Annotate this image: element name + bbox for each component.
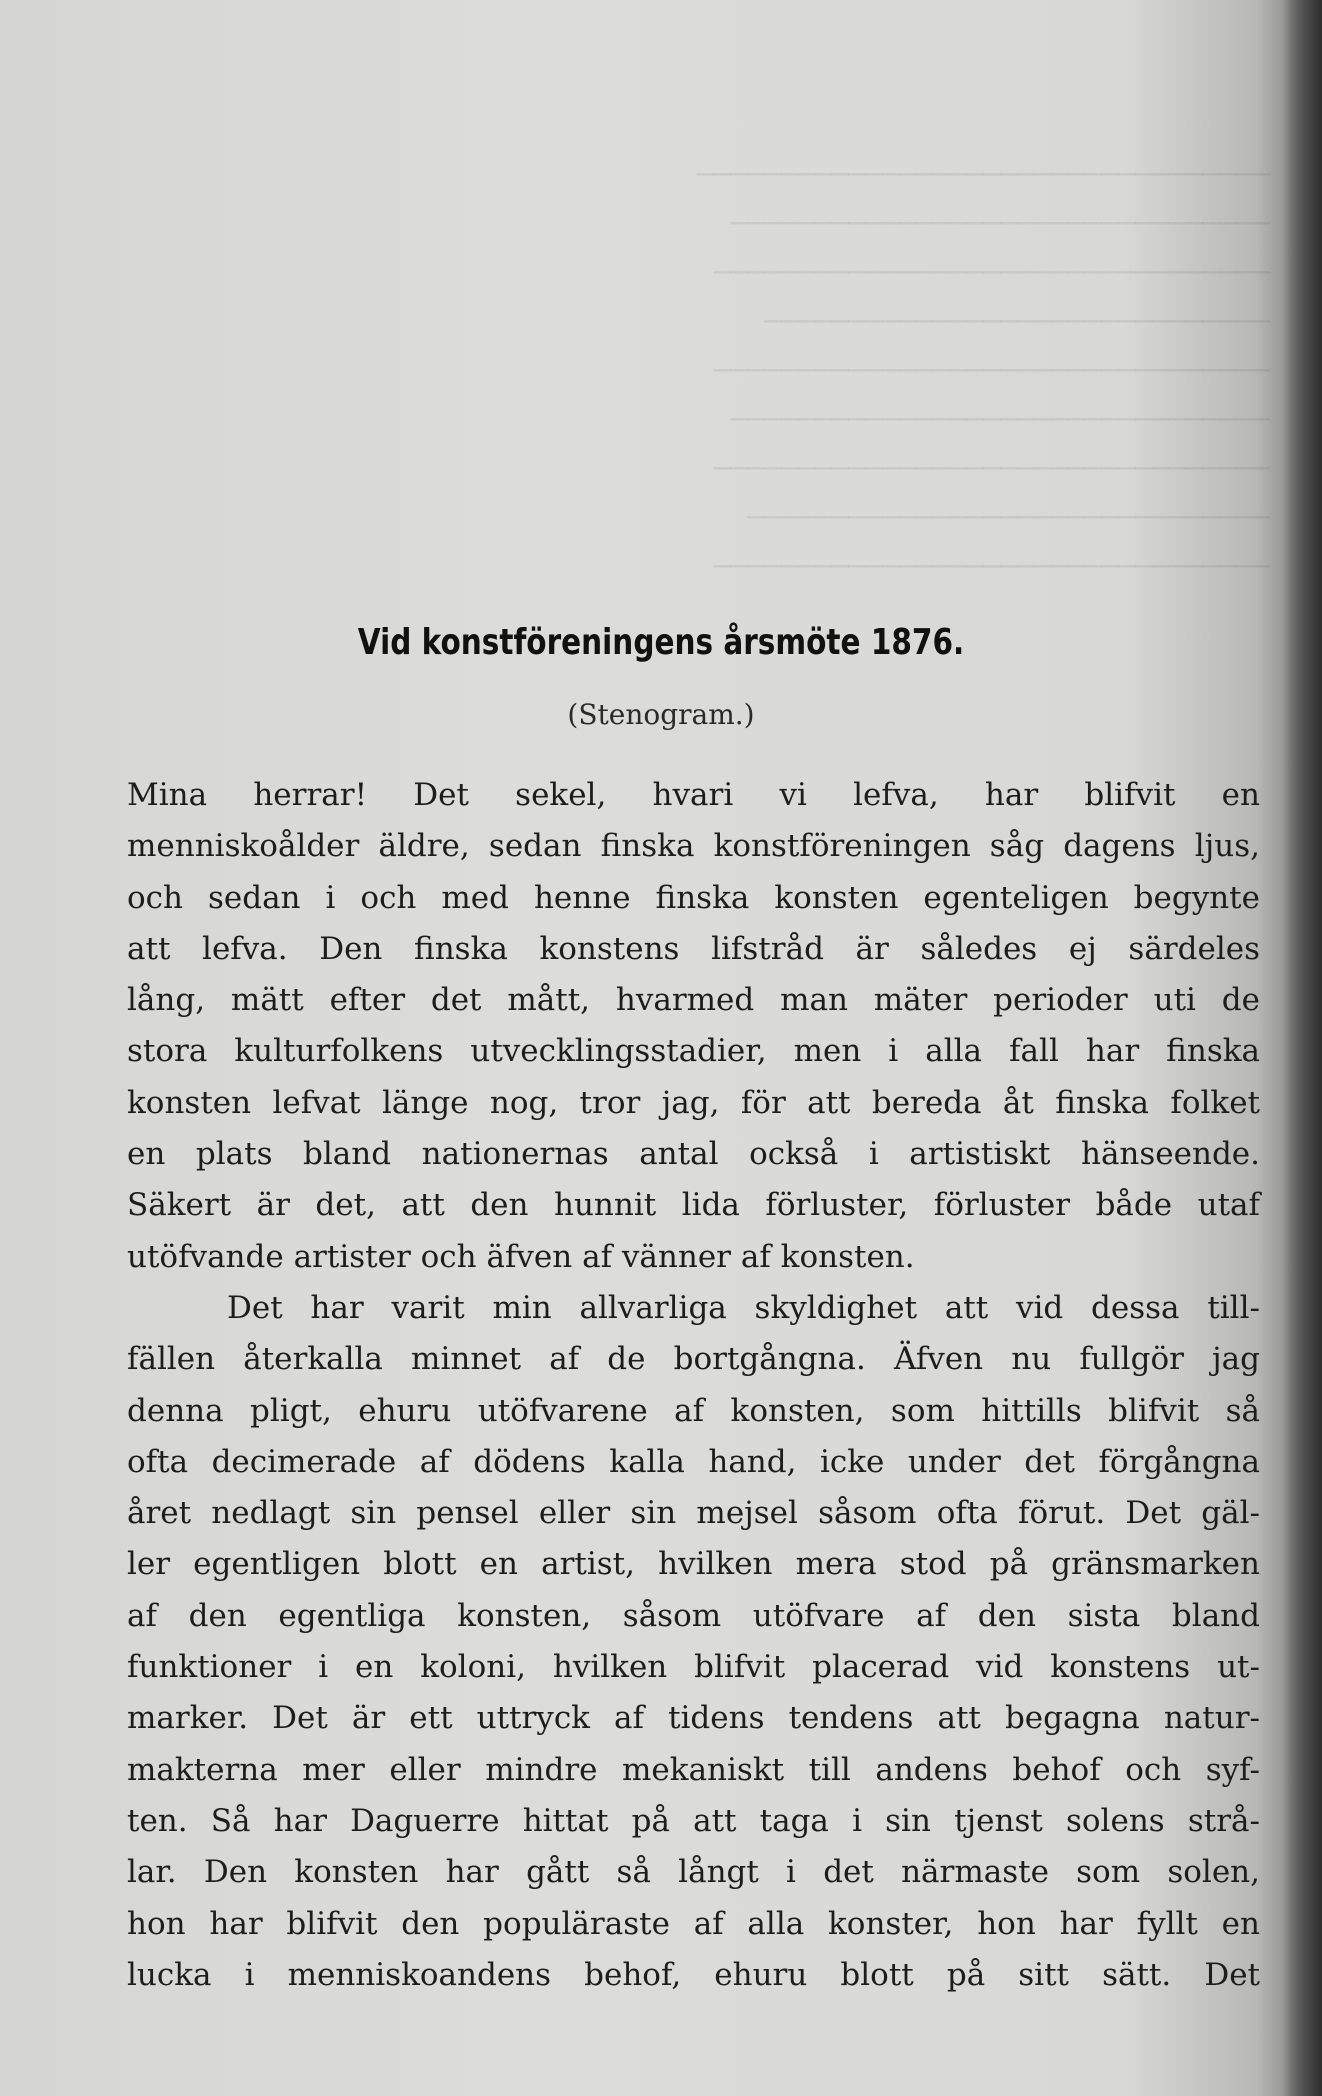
text-line: stora kulturfolkens utvecklingsstadier, men i alla fall har finska bbox=[127, 1033, 1260, 1070]
text-line: af den egentliga konsten, såsom utöfvare af den sista bland bbox=[127, 1597, 1260, 1634]
text-line: lucka i menniskoandens behof, ehuru blott på sitt sätt. Det bbox=[127, 1956, 1260, 1993]
text-line: hon har blifvit den populäraste af alla konster, hon har fyllt en bbox=[127, 1905, 1260, 1942]
article-subtitle: (Stenogram.) bbox=[567, 698, 755, 731]
text-line: fällen återkalla minnet af de bortgångna. Äfven nu fullgör jag bbox=[127, 1341, 1260, 1378]
text-line: Det har varit min allvarliga skyldighet att vid dessa till- bbox=[227, 1289, 1260, 1326]
text-line: makterna mer eller mindre mekaniskt till andens behof och syf- bbox=[127, 1751, 1260, 1788]
text-line: ten. Så har Daguerre hittat på att taga i sin tjenst solens strå- bbox=[127, 1802, 1260, 1839]
text-line: en plats bland nationernas antal också i artistiskt hänseende. bbox=[127, 1136, 1260, 1173]
article-title: Vid konstföreningens årsmöte 1876. bbox=[357, 622, 965, 663]
text-line: konsten lefvat länge nog, tror jag, för att bereda åt finska folket bbox=[127, 1084, 1260, 1121]
text-line: Mina herrar! Det sekel, hvari vi lefva, har blifvit en bbox=[127, 777, 1260, 813]
text-line: denna pligt, ehuru utöfvarene af konsten, som hittills blifvit så bbox=[127, 1392, 1260, 1429]
text-line: ler egentligen blott en artist, hvilken mera stod på gränsmarken bbox=[127, 1546, 1260, 1583]
text-line: marker. Det är ett uttryck af tidens tendens att begagna natur- bbox=[127, 1700, 1260, 1737]
text-line: och sedan i och med henne finska konsten egenteligen begynte bbox=[127, 879, 1260, 916]
text-line: lång, mätt efter det mått, hvarmed man mäter perioder uti de bbox=[127, 982, 1260, 1019]
text-line: menniskoålder äldre, sedan finska konstföreningen såg dagens ljus, bbox=[127, 828, 1260, 865]
text-line: lar. Den konsten har gått så långt i det närmaste som solen, bbox=[127, 1854, 1260, 1891]
text-line: ofta decimerade af dödens kalla hand, icke under det förgångna bbox=[127, 1443, 1260, 1480]
text-line: funktioner i en koloni, hvilken blifvit placerad vid konstens ut- bbox=[127, 1649, 1260, 1686]
text-line: att lefva. Den finska konstens lifstråd är således ej särdeles bbox=[127, 930, 1260, 967]
body-text bbox=[127, 770, 1260, 2001]
book-gutter-shadow bbox=[1282, 0, 1322, 2096]
text-line: utöfvande artister och äfven af vänner af konsten. bbox=[127, 1238, 915, 1275]
bleed-through-texture: ────────────────────────────────── ──────────────────────────────── ───────────────────────────────── ────────────────────────────── ───────────────────────────────── ──────────────────────────────── ───────────────────────────────── ─────────────────────────────── ───────────────────────────────── bbox=[696, 158, 1270, 583]
text-line: Säkert är det, att den hunnit lida förluster, förluster både utaf bbox=[127, 1187, 1260, 1224]
text-line: året nedlagt sin pensel eller sin mejsel såsom ofta förut. Det gäl- bbox=[127, 1495, 1260, 1532]
